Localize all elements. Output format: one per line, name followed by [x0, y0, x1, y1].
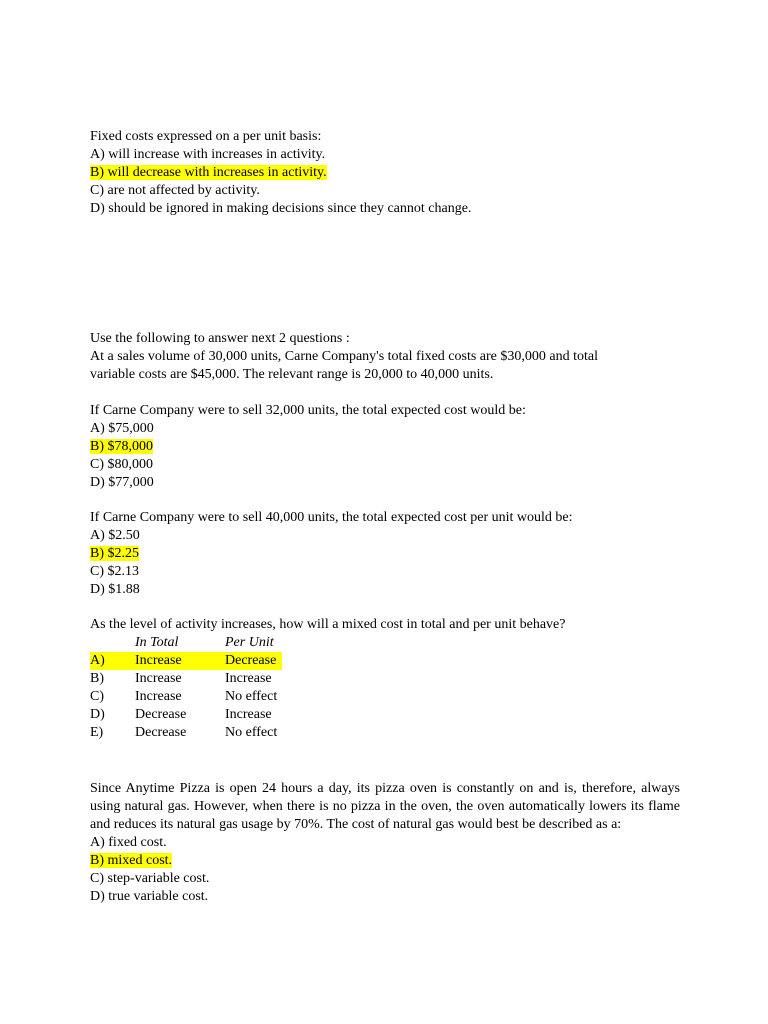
header-in-total: In Total	[135, 635, 179, 650]
question-3-option-d: D) $1.88	[90, 582, 140, 597]
question-2-stem: If Carne Company were to sell 32,000 units, the total expected cost would be:	[90, 403, 526, 418]
answer-highlight: B) $78,000	[90, 439, 153, 454]
question-1-option-b	[90, 164, 680, 182]
table-row: B) Increase Increase	[90, 671, 272, 686]
question-3-option-a: A) $2.50	[90, 528, 140, 543]
question-2-option-b	[90, 438, 680, 456]
answer-highlight: B) mixed cost.	[90, 853, 173, 868]
question-2-option-c: C) $80,000	[90, 457, 153, 472]
shared-intro	[90, 330, 680, 384]
question-2-option-d: D) $77,000	[90, 475, 154, 490]
question-1-option-c: C) are not affected by activity.	[90, 183, 260, 198]
table-row: D) Decrease Increase	[90, 707, 272, 722]
question-5-option-b	[90, 852, 680, 870]
header-per-unit: Per Unit	[225, 635, 274, 650]
question-5-option-d: D) true variable cost.	[90, 889, 209, 904]
answer-highlight: B) will decrease with increases in activity.	[90, 165, 327, 180]
question-4	[90, 616, 680, 742]
behavior-table	[90, 634, 680, 742]
question-5-option-a: A) fixed cost.	[90, 835, 167, 850]
question-1-option-d: D) should be ignored in making decisions since they cannot change.	[90, 201, 472, 216]
answer-highlight: B) $2.25	[90, 546, 139, 561]
question-3	[90, 509, 680, 599]
table-row: E) Decrease No effect	[90, 725, 278, 740]
question-5	[90, 780, 680, 906]
question-3-option-c: C) $2.13	[90, 564, 139, 579]
table-header	[90, 634, 680, 652]
question-3-option-b	[90, 545, 680, 563]
question-3-stem: If Carne Company were to sell 40,000 units, the total expected cost per unit would be:	[90, 510, 573, 525]
table-row: A) Increase Decrease	[90, 652, 680, 670]
table-row: C) Increase No effect	[90, 689, 278, 704]
question-1-option-a: A) will increase with increases in activity.	[90, 147, 326, 162]
question-2	[90, 402, 680, 492]
question-5-stem: Since Anytime Pizza is open 24 hours a day, its pizza oven is constantly on and is, therefore, always using natural gas. However, when there is no pizza in the oven, the oven automatically lowers its flame and reduces its natural gas usage by 70%. The cost of natural gas would best be described as a:	[90, 781, 680, 832]
question-2-option-a: A) $75,000	[90, 421, 154, 436]
question-1	[90, 128, 680, 218]
intro-line-2: At a sales volume of 30,000 units, Carne Company's total fixed costs are $30,000 and total	[90, 349, 598, 364]
intro-line-1: Use the following to answer next 2 questions :	[90, 331, 350, 346]
intro-line-3: variable costs are $45,000. The relevant range is 20,000 to 40,000 units.	[90, 367, 494, 382]
question-1-stem: Fixed costs expressed on a per unit basis:	[90, 129, 322, 144]
question-5-option-c: C) step-variable cost.	[90, 871, 210, 886]
question-4-stem: As the level of activity increases, how will a mixed cost in total and per unit behave?	[90, 617, 566, 632]
